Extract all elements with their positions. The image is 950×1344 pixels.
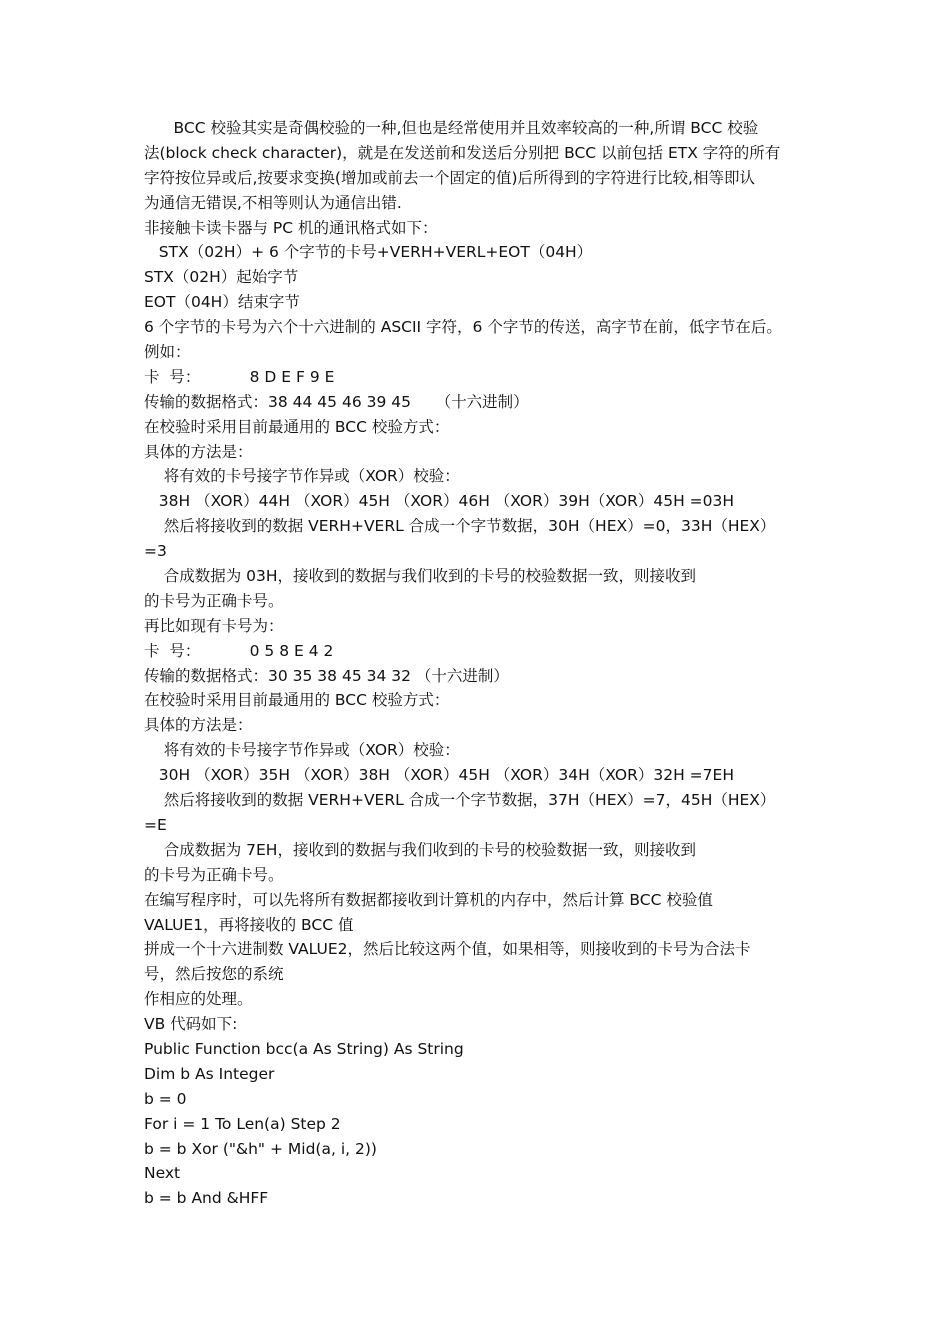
- text-line: 在校验时采用目前最通用的 BCC 校验方式：: [144, 691, 450, 710]
- text-line: 然后将接收到的数据 VERH+VERL 合成一个字节数据，30H（HEX）=0，33H（HEX）: [144, 517, 776, 536]
- text-line: =3: [144, 542, 167, 561]
- text-line: 合成数据为 7EH，接收到的数据与我们收到的卡号的校验数据一致，则接收到: [144, 840, 696, 859]
- text-line: 合成数据为 03H，接收到的数据与我们收到的卡号的校验数据一致，则接收到: [144, 567, 697, 586]
- document-body: [144, 116, 814, 1211]
- text-line: b = b And &HFF: [144, 1189, 269, 1208]
- text-line: b = 0: [144, 1089, 187, 1108]
- text-line: STX（02H）+ 6 个字节的卡号+VERH+VERL+EOT（04H）: [144, 243, 593, 262]
- text-line: 再比如现有卡号为：: [144, 616, 284, 635]
- text-line: Public Function bcc(a As String) As String: [144, 1039, 464, 1058]
- text-line: 在编写程序时，可以先将所有数据都接收到计算机的内存中，然后计算 BCC 校验值: [144, 890, 713, 909]
- text-line: 具体的方法是：: [144, 442, 253, 461]
- text-line: VALUE1，再将接收的 BCC 值: [144, 915, 354, 934]
- text-line: 字符按位异或后,按要求变换(增加或前去一个固定的值)后所得到的字符进行比较,相等即认: [144, 168, 755, 187]
- text-line: =E: [144, 815, 167, 834]
- text-line: Next: [144, 1164, 181, 1183]
- text-line: 号，然后按您的系统: [144, 965, 284, 984]
- text-line: 法(block check character)，就是在发送前和发送后分别把 BCC 以前包括 ETX 字符的所有: [144, 143, 781, 162]
- text-line: BCC 校验其实是奇偶校验的一种,但也是经常使用并且效率较高的一种,所谓 BCC 校验: [144, 119, 759, 137]
- text-line: 38H （XOR）44H （XOR）45H （XOR）46H （XOR）39H（XOR）45H =03H: [144, 492, 735, 511]
- text-line: For i = 1 To Len(a) Step 2: [144, 1114, 341, 1133]
- text-line: 在校验时采用目前最通用的 BCC 校验方式：: [144, 417, 450, 436]
- text-line: 例如：: [144, 343, 191, 362]
- text-line: 传输的数据格式：38 44 45 46 39 45 （十六进制）: [144, 392, 529, 411]
- text-line: VB 代码如下:: [144, 1015, 238, 1034]
- text-line: 30H （XOR）35H （XOR）38H （XOR）45H （XOR）34H（XOR）32H =7EH: [144, 766, 734, 785]
- text-line: 为通信无错误,不相等则认为通信出错.: [144, 193, 402, 212]
- text-line: 卡 号： 8 D E F 9 E: [144, 367, 335, 386]
- text-line: 6 个字节的卡号为六个十六进制的 ASCII 字符，6 个字节的传送，高字节在前，低字节在后。: [144, 318, 782, 337]
- text-line: 传输的数据格式：30 35 38 45 34 32 （十六进制）: [144, 666, 509, 685]
- text-line: 非接触卡读卡器与 PC 机的通讯格式如下：: [144, 218, 438, 237]
- text-line: EOT（04H）结束字节: [144, 293, 300, 312]
- text-line: 的卡号为正确卡号。: [144, 591, 284, 610]
- text-line: 将有效的卡号接字节作异或（XOR）校验：: [144, 467, 460, 486]
- text-line: Dim b As Integer: [144, 1064, 275, 1083]
- text-line: 具体的方法是：: [144, 716, 253, 735]
- text-line: 的卡号为正确卡号。: [144, 865, 284, 884]
- text-line: b = b Xor ("&h" + Mid(a, i, 2)): [144, 1139, 377, 1158]
- text-line: 拼成一个十六进制数 VALUE2，然后比较这两个值，如果相等，则接收到的卡号为合法卡: [144, 940, 751, 959]
- text-line: 然后将接收到的数据 VERH+VERL 合成一个字节数据，37H（HEX）=7，45H（HEX）: [144, 791, 776, 810]
- text-line: 卡 号： 0 5 8 E 4 2: [144, 641, 334, 660]
- text-line: 将有效的卡号接字节作异或（XOR）校验：: [144, 741, 460, 760]
- text-line: STX（02H）起始字节: [144, 268, 299, 287]
- text-line: 作相应的处理。: [144, 990, 253, 1009]
